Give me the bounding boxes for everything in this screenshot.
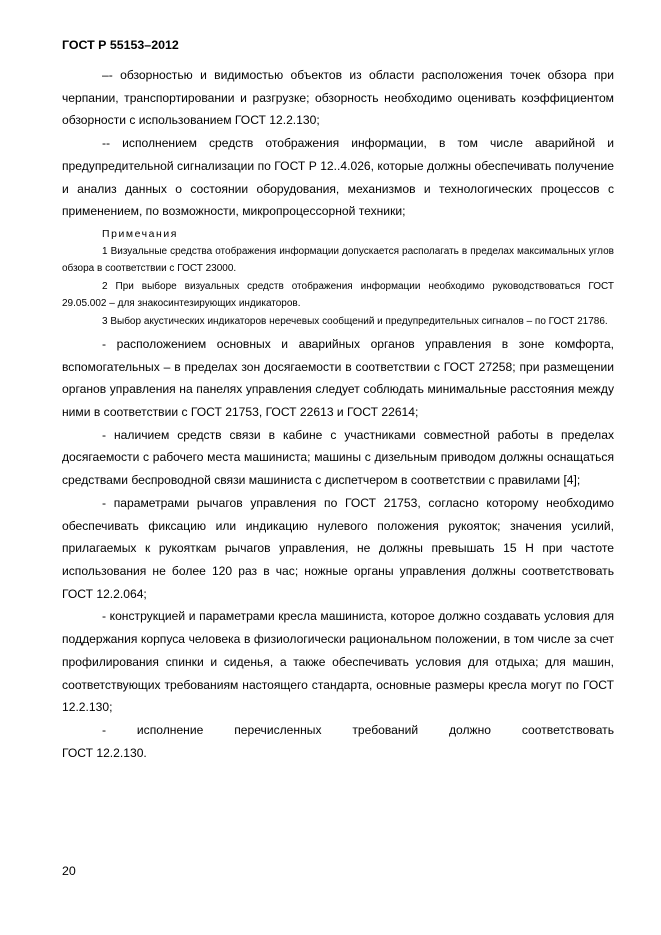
paragraph-compliance-line1: - исполнение перечисленных требований должно соответствовать <box>102 722 614 737</box>
note-item-1: 1 Визуальные средства отображения информации допускается располагать в пределах максимальных углов обзора в соответствии с ГОСТ 23000. <box>62 245 614 275</box>
paragraph-seat: - конструкцией и параметрами кресла машиниста, которое должно создавать условия для поддержания корпуса человека в физиологически рациональном положении, в том числе за счет профилирования спинки и сиденья, а также обеспечивать условия для отдыха; для машин, соответствующих требованиям настоящего стандарта, основные размеры кресла могут по ГОСТ 12.2.130; <box>62 609 614 715</box>
page-number: 20 <box>62 864 76 878</box>
note-item-3: 3 Выбор акустических индикаторов неречевых сообщений и предупредительных сигналов – по ГОСТ 21786. <box>102 315 608 327</box>
paragraph-communication: - наличием средств связи в кабине с участниками совместной работы в пределах досягаемости с рабочего места машиниста; машины с дизельным приводом должны оснащаться средствами беспроводной связи машиниста с диспетчером в соответствии с правилами [4]; <box>62 427 614 488</box>
paragraph-visibility: –- обзорностью и видимостью объектов из области расположения точек обзора при черпании, транспортировании и разгрузке; обзорность необходимо оценивать коэффициентом обзорности с использованием ГОСТ 12.2.130; <box>62 68 614 128</box>
document-header: ГОСТ Р 55153–2012 <box>62 38 179 52</box>
note-item-2: 2 При выборе визуальных средств отображения информации необходимо руководствоваться ГОСТ 29.05.002 – для знакосинтезирующих индикаторов. <box>62 280 614 310</box>
notes-title: Примечания <box>102 228 178 240</box>
paragraph-levers: - параметрами рычагов управления по ГОСТ 21753, согласно которому необходимо обеспечивать фиксацию или индикацию нулевого положения рукояток; значения усилий, прилагаемых к рукояткам рычагов управления, не должны превышать 15 Н при частоте использования не более 120 раз в час; ножные органы управления должны соответствовать ГОСТ 12.2.064; <box>62 495 614 601</box>
document-body <box>62 64 614 764</box>
notes-block <box>62 226 614 330</box>
paragraph-compliance-line2: ГОСТ 12.2.130. <box>62 745 147 760</box>
paragraph-controls-placement: - расположением основных и аварийных органов управления в зоне комфорта, вспомогательных – в пределах зон досягаемости в соответствии с ГОСТ 27258; при размещении органов управления на панелях управления следует соблюдать минимальные расстояния между ними в соответствии с ГОСТ 21753, ГОСТ 22613 и ГОСТ 22614; <box>62 336 614 420</box>
paragraph-display-means: -- исполнением средств отображения информации, в том числе аварийной и предупредительной сигнализации по ГОСТ Р 12..4.026, которые должны обеспечивать получение и анализ данных о состоянии оборудования, механизмов и технологических процессов с применением, по возможности, микропроцессорной техники; <box>62 136 614 219</box>
